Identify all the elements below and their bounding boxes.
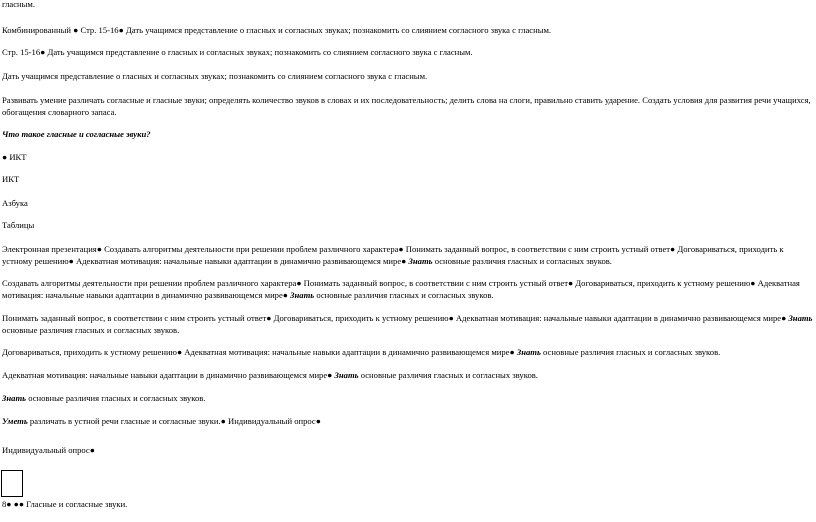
competence-1-text: Электронная презентация● Создавать алгоритмы деятельности при решении проблем различного характера● Понимать заданный вопрос, в соответствии с ним строить устный ответ● Договариваться, приходить к устному решению● Адекватная мотивация: начальные навыки адаптации в динамично развивающемся мире● bbox=[2, 244, 784, 266]
lesson-row-full: Комбинированный ● Стр. 15-16● Дать учащимся представление о гласных и согласных звуках; познакомить со слиянием согласного звука с гласным. bbox=[2, 25, 552, 35]
competence-1-know: Знать bbox=[408, 255, 433, 266]
competence-2-tail: основные различия гласных и согласных звуков. bbox=[314, 289, 494, 300]
competence-4-know: Знать bbox=[516, 347, 541, 357]
competence-3-text: Понимать заданный вопрос, в соответствии с ним строить устный ответ● Договариваться, приходить к устному решению● Адекватная мотивация: начальные навыки адаптации в динамично развивающемся мире● bbox=[2, 313, 789, 323]
skill-paragraph bbox=[2, 416, 321, 428]
competence-5-text: Адекватная мотивация: начальные навыки адаптации в динамично развивающемся мире● bbox=[2, 370, 335, 380]
empty-table-cell bbox=[1, 470, 23, 497]
competence-paragraph-5 bbox=[2, 370, 538, 382]
competence-4-text: Договариваться, приходить к устному решению● Адекватная мотивация: начальные навыки адаптации в динамично развивающемся мире● bbox=[2, 347, 517, 357]
competence-5-tail: основные различия гласных и согласных звуков. bbox=[358, 370, 538, 380]
lesson-row-development: Развивать умение различать согласные и гласные звуки; определять количество звуков в словах и их последовательность; делить слова на слоги, правильно ставить ударение. Создать условия для развития речи учащихся, обогащения словарного запаса. bbox=[2, 95, 811, 117]
lesson-question: Что такое гласные и согласные звуки? bbox=[2, 129, 151, 139]
competence-2-know: Знать bbox=[290, 289, 315, 300]
competence-paragraph-2 bbox=[2, 278, 814, 301]
resource-ikt: ИКТ bbox=[2, 174, 20, 184]
resource-ikt-bullet: ● ИКТ bbox=[2, 152, 27, 162]
skill-can: Уметь bbox=[2, 416, 28, 426]
skill-text: различать в устной речи гласные и согласные звуки.● Индивидуальный опрос● bbox=[27, 416, 321, 426]
competence-1-tail: основные различия гласных и согласных звуков. bbox=[432, 255, 612, 266]
competence-paragraph-4 bbox=[2, 347, 720, 359]
competence-3-tail: основные различия гласных и согласных звуков. bbox=[2, 324, 180, 335]
lesson-row-pages: Стр. 15-16● Дать учащимся представление о гласных и согласных звуках; познакомить со слиянием согласного звука с гласным. bbox=[2, 47, 473, 57]
competence-paragraph-1 bbox=[2, 244, 814, 267]
competence-4-tail: основные различия гласных и согласных звуков. bbox=[540, 347, 721, 357]
resource-tables: Таблицы bbox=[2, 220, 35, 230]
next-lesson-row: 8● ●● Гласные и согласные звуки. bbox=[2, 499, 128, 509]
competence-6-tail: основные различия гласных и согласных звуков. bbox=[26, 393, 206, 403]
competence-5-know: Знать bbox=[334, 370, 359, 380]
competence-paragraph-3 bbox=[2, 313, 814, 336]
competence-paragraph-6 bbox=[2, 393, 205, 405]
competence-3-know: Знать bbox=[788, 313, 813, 323]
individual-survey: Индивидуальный опрос● bbox=[2, 445, 95, 455]
text-line-continuation: гласным. bbox=[2, 0, 35, 9]
competence-2-text: Создавать алгоритмы деятельности при решении проблем различного характера● Понимать заданный вопрос, в соответствии с ним строить устный ответ● Договариваться, приходить к устному решению● Адекватная мотивация: начальные навыки адаптации в динамично развивающемся мире● bbox=[2, 278, 800, 300]
competence-6-know: Знать bbox=[2, 393, 27, 403]
lesson-row-goal: Дать учащимся представление о гласных и согласных звуках; познакомить со слиянием согласного звука с гласным. bbox=[2, 71, 428, 81]
resource-azbuka: Азбука bbox=[2, 198, 28, 208]
